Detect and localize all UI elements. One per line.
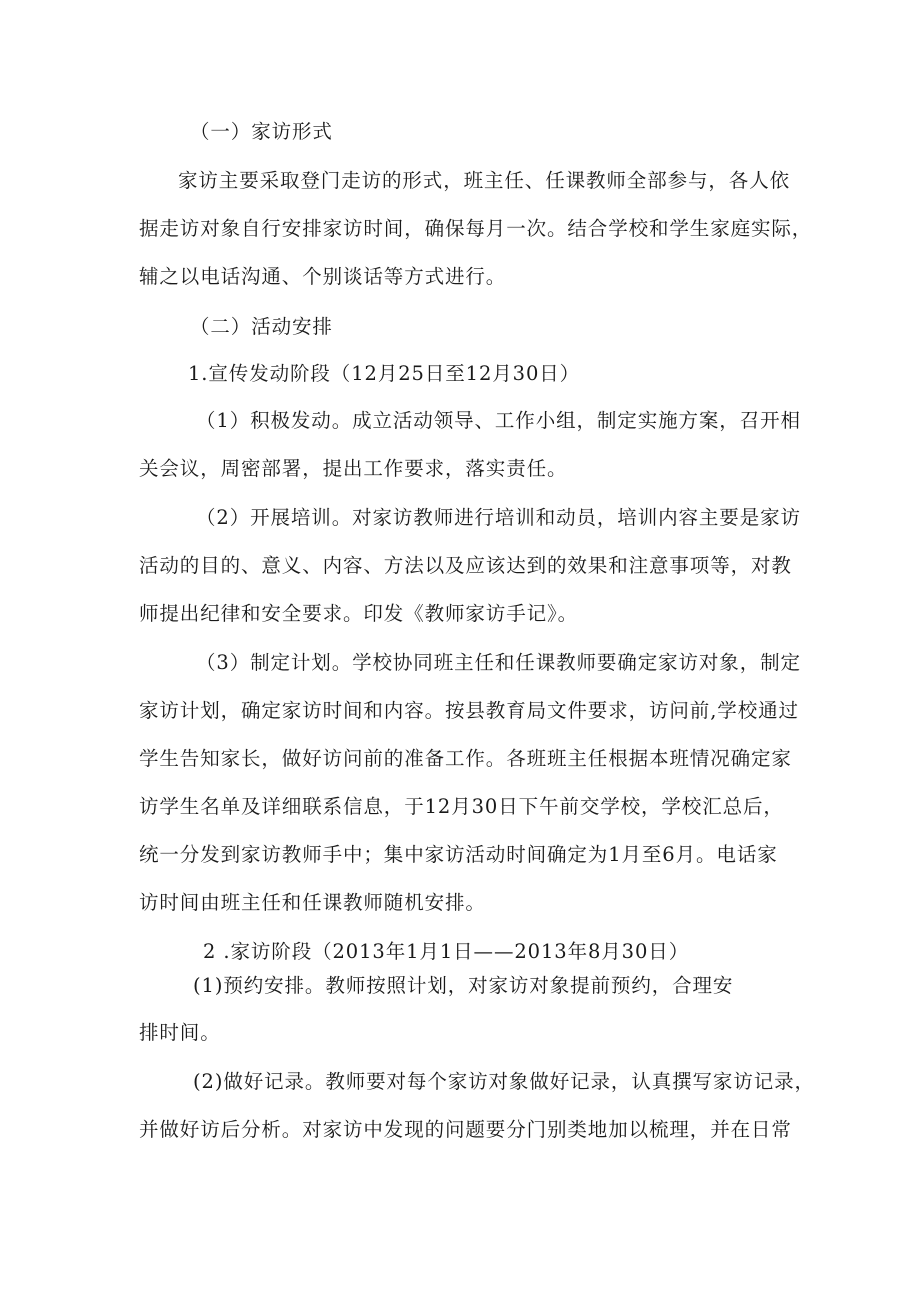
list-item-line: （3）制定计划。学校协同班主任和任课教师要确定家访对象，制定 — [196, 651, 801, 674]
list-item-line: (1)预约安排。教师按照计划，对家访对象提前预约，合理安 — [193, 974, 734, 997]
list-item-line: 统一分发到家访教师手中；集中家访活动时间确定为1月至6月。电话家 — [139, 843, 778, 866]
list-item-line: (2)做好记录。教师要对每个家访对象做好记录，认真撰写家访记录， — [193, 1070, 815, 1093]
list-item-line: 师提出纪律和安全要求。印发《教师家访手记》。 — [139, 602, 579, 625]
paragraph-line: 据走访对象自行安排家访时间，确保每月一次。结合学校和学生家庭实际， — [139, 217, 813, 240]
list-item-line: （1）积极发动。成立活动领导、工作小组，制定实施方案，召开相 — [196, 409, 801, 432]
paragraph-line: 辅之以电话沟通、个别谈话等方式进行。 — [139, 265, 507, 288]
section-heading-home-visit-form: （一）家访形式 — [190, 120, 333, 143]
list-item-line: 家访计划，确定家访时间和内容。按县教育局文件要求，访问前,学校通过 — [139, 699, 799, 722]
list-item-line: 排时间。 — [139, 1021, 221, 1044]
list-item-line: 学生告知家长，做好访问前的准备工作。各班班主任根据本班情况确定家 — [139, 747, 792, 770]
list-item-line: （2）开展培训。对家访教师进行培训和动员，培训内容主要是家访 — [196, 506, 801, 529]
stage-title-publicity: 1.宣传发动阶段（12月25日至12月30日） — [188, 362, 581, 385]
list-item-line: 访时间由班主任和任课教师随机安排。 — [139, 891, 486, 914]
paragraph-line: 家访主要采取登门走访的形式，班主任、任课教师全部参与，各人依 — [178, 169, 791, 192]
list-item-line: 并做好访后分析。对家访中发现的问题要分门别类地加以梳理，并在日常 — [139, 1118, 792, 1141]
list-item-line: 活动的目的、意义、内容、方法以及应该达到的效果和注意事项等，对教 — [139, 554, 792, 577]
stage-title-home-visit: 2 .家访阶段（2013年1月1日——2013年8月30日） — [203, 940, 690, 963]
list-item-line: 关会议，周密部署，提出工作要求，落实责任。 — [139, 457, 568, 480]
list-item-line: 访学生名单及详细联系信息，于12月30日下午前交学校，学校汇总后， — [139, 795, 784, 818]
section-heading-activity-arrangement: （二）活动安排 — [190, 315, 333, 338]
